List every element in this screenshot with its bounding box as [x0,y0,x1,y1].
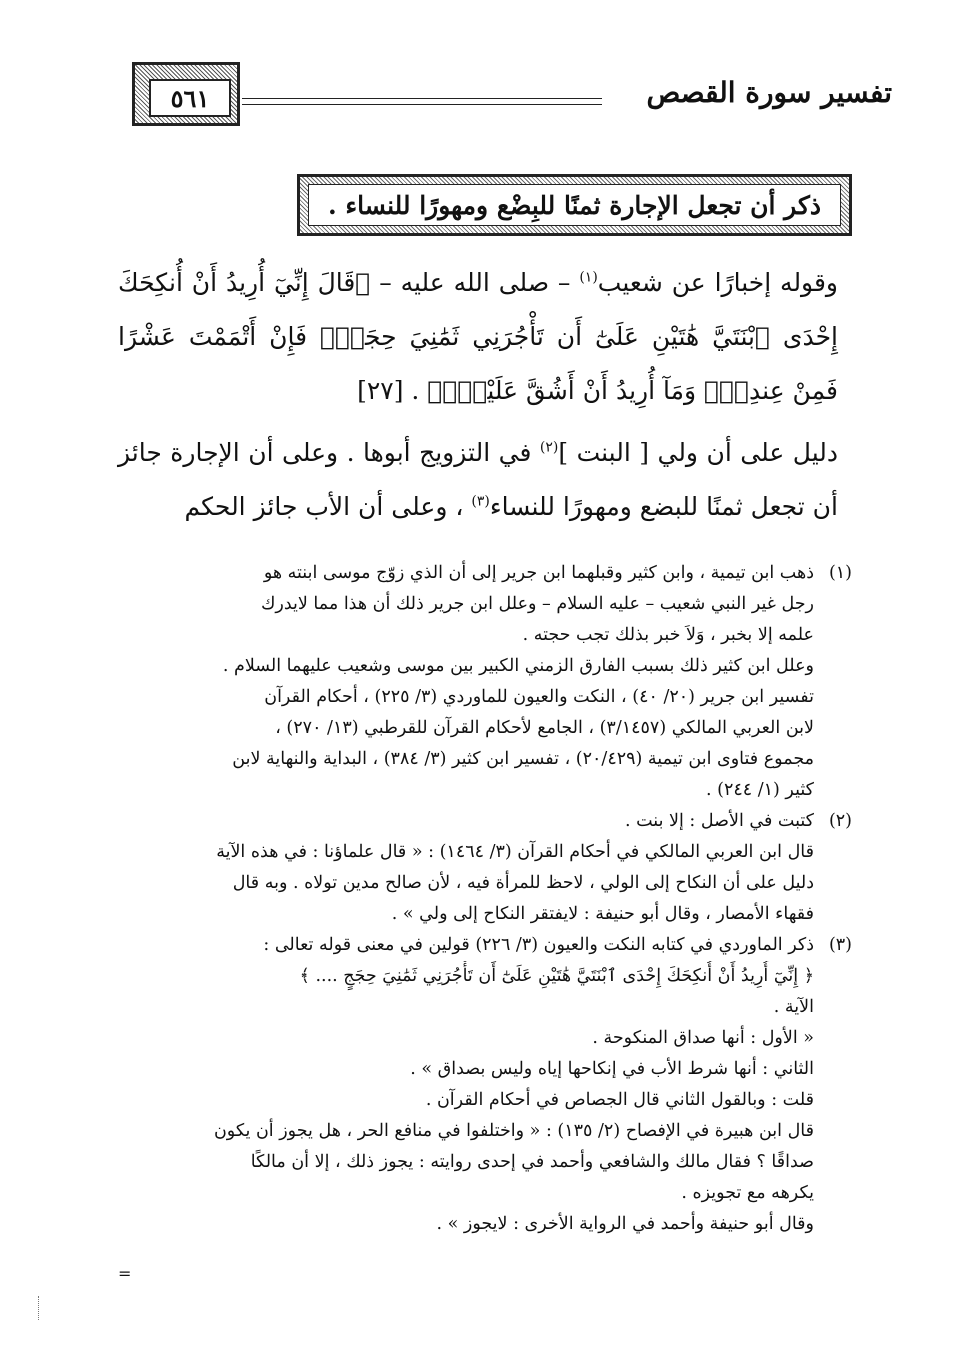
page-number-box [132,62,240,126]
footnote-number: (٢) [828,811,852,831]
footnote-line: دليل على أن النكاح إلى الولي ، لاحظ للمرأة فيه ، لأن صالح مدين تولاه . وبه قال [232,873,814,893]
footnote-line: تفسير ابن جرير (٢٠/ ٤٠) ، النكت والعيون للماوردي (٣/ ٢٢٥) ، أحكام القرآن [264,687,814,707]
quran-ayah: ﴿قَالَ إِنِّيٓ أُرِيدُ أَنْ أُنكِحَكَ إِحْدَى ٱبْنَتَيَّ هَٰتَيْنِ عَلَىٰٓ أَن تَأْجُرَنِي ثَمَٰنِيَ حِجَجٍۖ فَإِنْ أَتْمَمْتَ عَشْرًا فَمِنْ عِندِكَۖ وَمَآ أُرِيدُ أَنْ أَشُقَّ عَلَيْكَۚ﴾ [118,268,838,405]
footnote-ref[interactable]: (٣) [471,493,490,510]
footnote-line: الثاني : أنها شرط الأب في إنكاحها إياه وليس بصداق » . [410,1059,814,1079]
footnote-number: (١) [828,563,852,583]
footnote-line: قال ابن هبيرة في الإفصاح (٢/ ١٣٥) : « واختلفوا في منافع الحر ، هل يجوز أن يكون [213,1121,814,1141]
scan-mark [38,1296,40,1320]
commentary-text: دليل على أن ولي [ البنت ] [558,438,838,467]
continuation-mark: = [118,1264,132,1283]
footnote-text: ذكر الماوردي في كتابه النكت والعيون (٣/ ٢٢٦) قولين في معنى قوله تعالى : [263,935,814,955]
footnote-line: قال ابن العربي المالكي في أحكام القرآن (٣/ ١٤٦٤) : « قال علماؤنا : في هذه الآية [216,842,814,862]
footnote-line: رجل غير النبي شعيب – عليه السلام – وعلل ابن جرير ذلك أن هذا مما لايدرك [260,594,814,614]
footnote-line: علمه إلا بخبر ، وَلاَ خبر بذلك تجب حجته . [522,625,814,645]
footnote-line: وعلل ابن كثير ذلك بسبب الفارق الزمني الكبير بين موسى وشعيب عليهما السلام . [222,656,814,676]
footnote-line: وقال أبو حنيفة وأحمد في الرواية الأخرى : لايجوز » . [436,1214,814,1234]
commentary-text: ، وعلى أن الأب جائز الحكم [184,492,472,521]
footnote-line: لابن العربي المالكي (٣/١٤٥٧) ، الجامع لأحكام القرآن للقرطبي (١٣/ ٢٧٠) ، [275,718,814,738]
footnote-number: (٣) [828,935,852,955]
commentary-text: في التزويج أبوها . وعلى أن الإجارة جائز أن تجعل ثمنًا للبضع ومهورًا للنساء [118,438,838,521]
section-heading: ذكر أن تجعل الإجارة ثمنًا للبِضْع ومهورًا للنساء . [308,184,841,226]
footnote-line: يكرهه مع تجويزه . [681,1183,814,1203]
footnote-ref[interactable]: (١) [579,269,598,286]
header-rule [242,104,602,105]
footnote-line [118,806,852,837]
footnote-text: كتبت في الأصل : إلا بنت . [625,811,814,831]
page-header [120,62,900,132]
verse-number: . [٢٧] [357,376,428,405]
footnote-line [118,930,852,961]
salutation-text: – صلى الله عليه – [370,268,580,297]
footnote-line: صداقًا ؟ فقال مالك والشافعي وأحمد في إحدى روايته : يجوز ذلك ، إلا أن مالكًا [250,1152,814,1172]
header-rule [242,98,602,99]
footnote-line: كثير (١/ ٢٤٤) . [706,780,814,800]
footnote-text: ذهب ابن تيمية ، وابن كثير وقبلهما ابن جرير إلى أن الذي زوّج موسى ابنته هو [263,563,814,583]
footnote-line: مجموع فتاوى ابن تيمية (٢٠/٤٢٩) ، تفسير ابن كثير (٣/ ٣٨٤) ، البداية والنهاية لابن [232,749,814,769]
surah-title: تفسير سورة القصص [646,76,892,109]
footnote-ref[interactable]: (٢) [539,439,559,456]
footnote-line: ﴿ إِنِّيٓ أُرِيدُ أَنْ أُنكِحَكَ إِحْدَى ٱبْنَتَيَّ هَٰتَيْنِ عَلَىٰٓ أَن تَأْجُرَنِي ثَمَٰنِيَ حِجَجٍ .... ﴾ [299,966,814,986]
section-heading-box [297,174,852,236]
footnote-line: قلت : وبالقول الثاني قال الجصاص في أحكام القرآن . [425,1090,814,1110]
paragraph-quran-verse [118,256,838,418]
page-number: ٥٦١ [149,79,231,117]
footnote-line: « الأول : أنها صداق المنكوحة . [592,1028,814,1048]
footnote-line [118,558,852,589]
intro-text: وقوله إخبارًا عن شعيب [597,268,838,297]
footnote-line: فقهاء الأمصار ، وقال أبو حنيفة : لايفتقر النكاح إلى ولي » . [391,904,814,924]
footnote-line: الآية . [773,997,814,1017]
paragraph-commentary [118,426,838,534]
footnotes [118,558,852,1240]
